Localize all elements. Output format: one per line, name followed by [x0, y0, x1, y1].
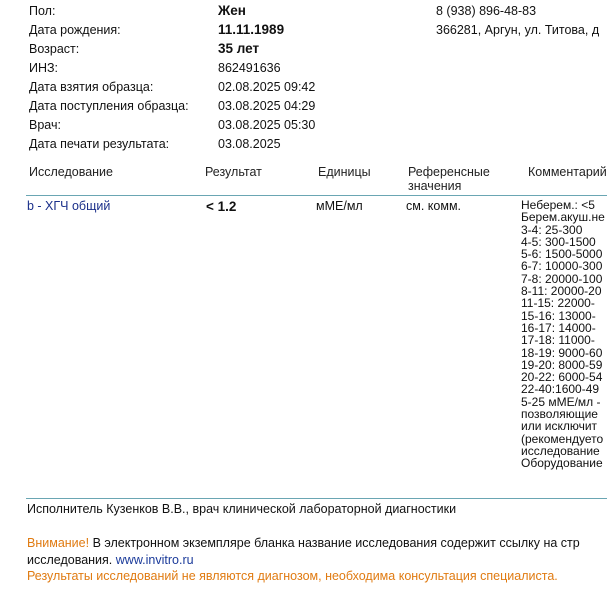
- comment-line: Оборудование: [521, 456, 603, 470]
- header-units: Единицы: [318, 165, 371, 179]
- row-test-name[interactable]: b - ХГЧ общий: [27, 199, 111, 213]
- dob-value: 11.11.1989: [218, 22, 285, 37]
- header-test: Исследование: [29, 165, 113, 179]
- comment-line: 16-17: 14000-: [521, 320, 596, 335]
- phone-value: 8 (938) 896-48-83: [436, 4, 537, 18]
- comment-line: 8-11: 20000-20: [521, 284, 602, 299]
- header-result: Результат: [205, 165, 262, 179]
- comment-line: 22-40:1600-49: [521, 382, 600, 397]
- comment-line: 6-7: 10000-300: [521, 259, 603, 274]
- comment-line: 11-15: 22000-: [521, 296, 595, 311]
- row-units: мМЕ/мл: [316, 199, 363, 213]
- inz-value: 862491636: [218, 61, 281, 75]
- doctor-label: Врач:: [29, 118, 61, 132]
- address-value: 366281, Аргун, ул. Титова, д: [436, 23, 600, 37]
- comment-line: или исключит: [521, 419, 598, 434]
- doctor-value: 03.08.2025 05:30: [218, 118, 316, 132]
- comment-line: позволяющие: [521, 407, 598, 422]
- sex-label: Пол:: [29, 4, 56, 18]
- header-reference-line1: Референсные: [408, 165, 490, 179]
- attention-word: Внимание!: [27, 536, 90, 550]
- inz-label: ИНЗ:: [29, 61, 59, 75]
- attention-line-2: [27, 553, 194, 567]
- disclaimer-text: Результаты исследований не являются диагнозом, необходима консультация специалиста.: [27, 569, 558, 583]
- sex-value: Жен: [218, 3, 246, 18]
- comment-line: 19-20: 8000-59: [521, 357, 603, 372]
- attention-line: [27, 536, 580, 550]
- row-comment: [521, 199, 607, 470]
- comment-line: 15-16: 13000-: [521, 308, 596, 323]
- attention-text-2: исследования.: [27, 553, 116, 567]
- row-reference: см. комм.: [406, 199, 462, 213]
- age-value: 35 лет: [218, 41, 260, 56]
- comment-line: 5-6: 1500-5000: [521, 247, 603, 262]
- table-bottom-divider: [26, 498, 607, 499]
- comment-line: 7-8: 20000-100: [521, 271, 603, 286]
- comment-line: 5-25 мМЕ/мл -: [521, 394, 601, 409]
- dob-label: Дата рождения:: [29, 23, 121, 37]
- executor-text: Исполнитель Кузенков В.В., врач клинической лабораторной диагностики: [27, 502, 457, 516]
- header-comment: Комментарий: [528, 165, 607, 179]
- print-date-label: Дата печати результата:: [29, 137, 170, 151]
- age-label: Возраст:: [29, 42, 80, 56]
- comment-line: Неберем.: <5: [521, 199, 595, 212]
- row-result: < 1.2: [206, 199, 237, 214]
- comment-line: исследование: [521, 443, 600, 458]
- sample-received-label: Дата поступления образца:: [29, 99, 189, 113]
- comment-line: 18-19: 9000-60: [521, 345, 603, 360]
- comment-line: 4-5: 300-1500: [521, 234, 596, 249]
- comment-line: 3-4: 25-300: [521, 222, 583, 237]
- sample-taken-label: Дата взятия образца:: [29, 80, 154, 94]
- comment-line: 20-22: 6000-54: [521, 370, 603, 385]
- header-reference: [408, 165, 490, 193]
- header-divider: [26, 195, 607, 196]
- header-reference-line2: значения: [408, 179, 462, 193]
- comment-line: 17-18: 11000-: [521, 333, 595, 348]
- sample-received-value: 03.08.2025 04:29: [218, 99, 316, 113]
- site-link[interactable]: www.invitro.ru: [115, 553, 194, 567]
- comment-line: Берем.акуш.не: [521, 210, 605, 225]
- attention-text: В электронном экземпляре бланка название исследования содержит ссылку на стр: [89, 536, 580, 550]
- sample-taken-value: 02.08.2025 09:42: [218, 80, 316, 94]
- print-date-value: 03.08.2025: [218, 137, 281, 151]
- comment-line: (рекомендуето: [521, 431, 604, 446]
